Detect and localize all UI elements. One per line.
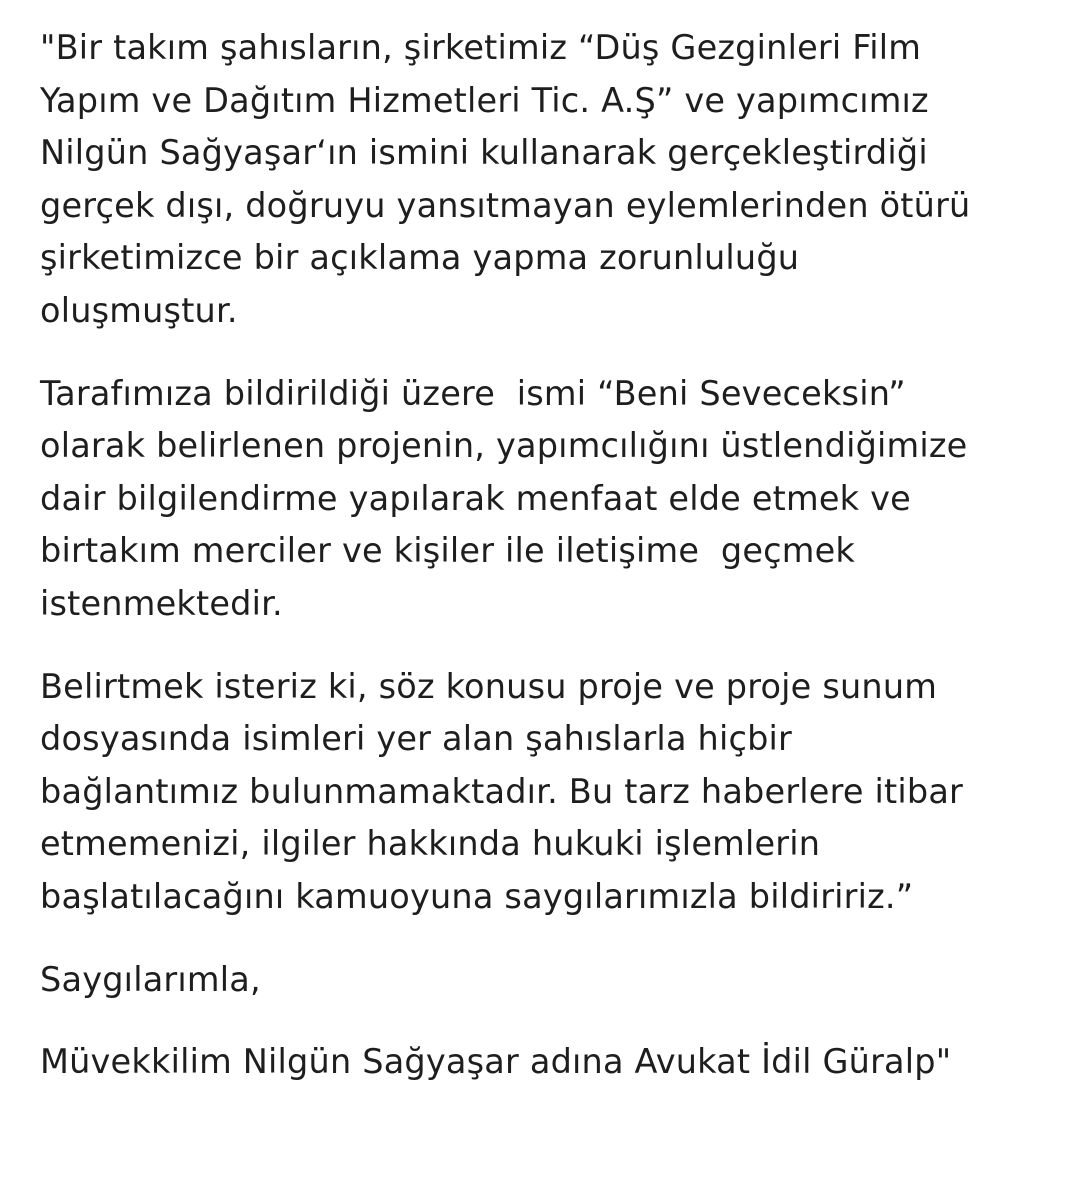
paragraph-intro (40, 22, 1070, 338)
text-line: başlatılacağını kamuoyuna saygılarımızla bildiririz.” (40, 876, 914, 916)
text-line: bağlantımız bulunmamaktadır. Bu tarz haberlere itibar (40, 771, 964, 811)
text-line: dair bilgilendirme yapılarak menfaat elde etmek ve (40, 478, 911, 518)
text-line: Nilgün Sağyaşar‘ın ismini kullanarak gerçekleştirdiği (40, 133, 928, 173)
text-line: istenmektedir. (40, 583, 283, 623)
text-line: olarak belirlenen projenin, yapımcılığını üstlendiğimize (40, 426, 968, 466)
text-line: Belirtmek isteriz ki, söz konusu proje ve proje sunum (40, 666, 938, 706)
statement-document (40, 22, 1070, 1089)
closing-salutation (40, 954, 1070, 1007)
text-line: Müvekkilim Nilgün Sağyaşar adına Avukat İdil Güralp" (40, 1042, 952, 1082)
text-line: Tarafımıza bildirildiği üzere ismi “Beni Seveceksin” (40, 373, 906, 413)
text-line: "Bir takım şahısların, şirketimiz “Düş Gezginleri Film (40, 28, 922, 67)
paragraph-spacer (40, 338, 1070, 368)
text-line: oluşmuştur. (40, 290, 238, 330)
paragraph-disclaimer (40, 661, 1070, 924)
paragraph-spacer (40, 924, 1070, 954)
paragraph-spacer (40, 631, 1070, 661)
text-line: dosyasında isimleri yer alan şahıslarla hiçbir (40, 719, 793, 759)
text-line: birtakım merciler ve kişiler ile iletişime geçmek (40, 531, 856, 571)
paragraph-project-claim (40, 368, 1070, 631)
paragraph-spacer (40, 1006, 1070, 1036)
signature-line (40, 1036, 1070, 1089)
text-line: şirketimizce bir açıklama yapma zorunluluğu (40, 238, 800, 278)
text-line: etmemenizi, ilgiler hakkında hukuki işlemlerin (40, 824, 821, 864)
text-line: Yapım ve Dağıtım Hizmetleri Tic. A.Ş” ve yapımcımız (40, 80, 929, 120)
text-line: gerçek dışı, doğruyu yansıtmayan eylemlerinden ötürü (40, 185, 971, 225)
text-line: Saygılarımla, (40, 959, 261, 999)
